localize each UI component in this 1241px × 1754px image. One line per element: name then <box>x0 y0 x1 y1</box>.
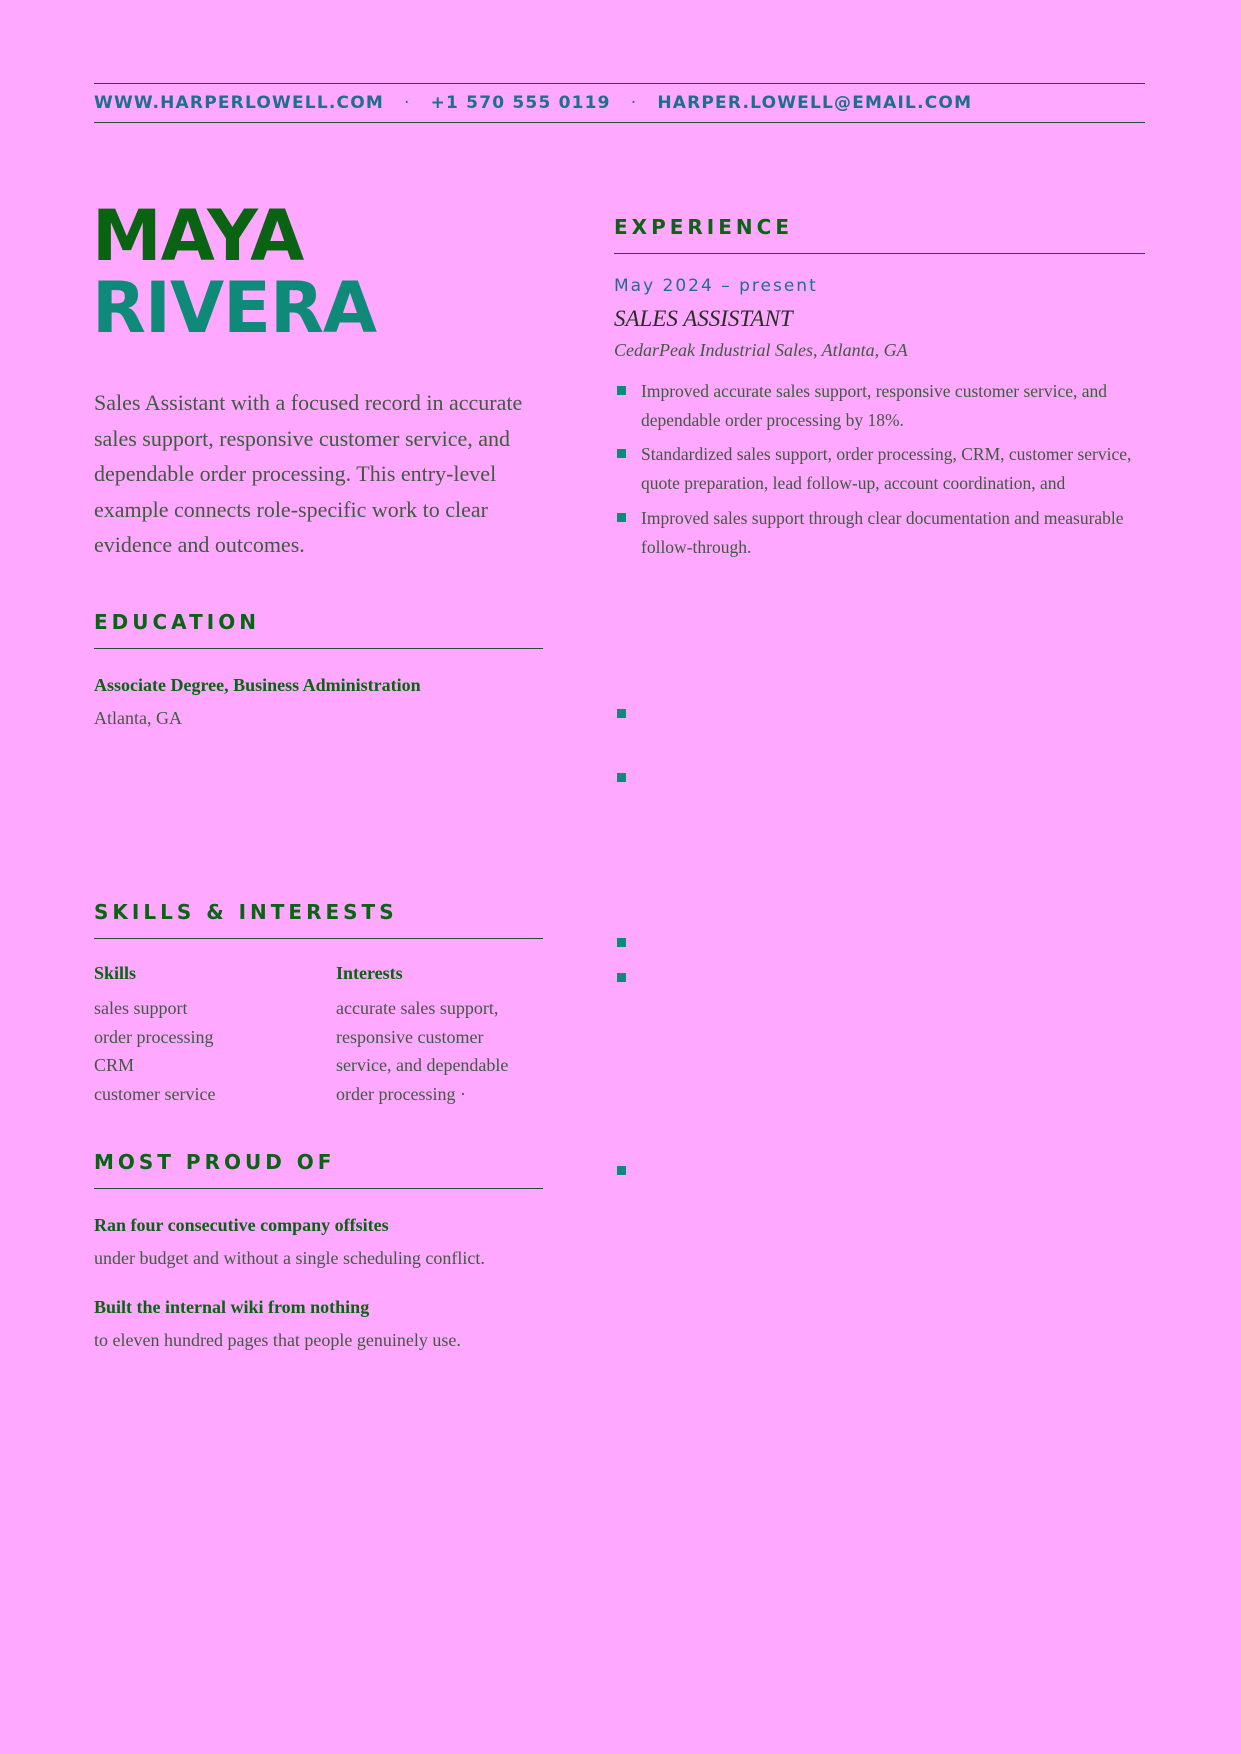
job-dates: May 2024 – present <box>614 276 818 296</box>
achievement-description: under budget and without a single scheduling conflict. <box>94 1248 485 1268</box>
interests-heading: Interests <box>336 963 403 983</box>
degree-title: Associate Degree, Business Administration <box>94 675 421 695</box>
candidate-name <box>92 195 377 349</box>
bullet-text: Standardized sales support, order processing, CRM, customer service, quote preparation, lead follow-up, account coordination, and <box>641 444 1132 493</box>
job-role: SALES ASSISTANT <box>614 306 793 331</box>
bullet-icon <box>617 449 626 458</box>
achievement-title: Ran four consecutive company offsites <box>94 1215 389 1235</box>
proud-section <box>94 1150 543 1351</box>
bullet-icon <box>617 973 626 982</box>
bullet-icon <box>617 386 626 395</box>
skills-heading: Skills <box>94 963 137 983</box>
bullet-icon <box>617 513 626 522</box>
achievement-description: to eleven hundred pages that people genuinely use. <box>94 1330 461 1350</box>
skills-interests-heading: SKILLS & INTERESTS <box>94 900 543 939</box>
bullet-icon <box>617 938 626 947</box>
bullet-icon <box>617 773 626 782</box>
list-item <box>614 504 1145 561</box>
contact-separator: · <box>630 93 638 113</box>
interests-column <box>336 963 543 1114</box>
experience-section <box>614 215 1145 561</box>
bullet-text: Improved sales support through clear documentation and measurable follow-through. <box>641 508 1124 557</box>
job-company: CedarPeak Industrial Sales, Atlanta, GA <box>614 340 908 360</box>
bullet-icon <box>617 1166 626 1175</box>
education-location: Atlanta, GA <box>94 708 182 728</box>
education-heading: EDUCATION <box>94 610 543 649</box>
skills-interests-section <box>94 900 543 1114</box>
bullet-text: Improved accurate sales support, responsive customer service, and dependable order processing by 18%. <box>641 381 1108 430</box>
experience-heading: EXPERIENCE <box>614 215 1145 254</box>
email-link[interactable]: HARPER.LOWELL@EMAIL.COM <box>657 93 973 113</box>
website-link[interactable]: WWW.HARPERLOWELL.COM <box>94 93 384 113</box>
skill-item: sales support <box>94 998 188 1018</box>
skill-item: CRM <box>94 1055 135 1075</box>
education-section <box>94 610 543 729</box>
phone-number[interactable]: +1 570 555 0119 <box>430 93 611 113</box>
last-name: RIVERA <box>92 267 377 349</box>
contact-separator: · <box>403 93 411 113</box>
skills-column <box>94 963 336 1114</box>
job-bullets <box>614 377 1145 561</box>
contact-bar <box>94 83 1145 123</box>
achievement-title: Built the internal wiki from nothing <box>94 1297 370 1317</box>
list-item <box>614 440 1145 497</box>
bullet-icon <box>617 709 626 718</box>
skill-item: customer service <box>94 1083 216 1104</box>
list-item <box>614 377 1145 434</box>
interests-text: accurate sales support, responsive customer service, and dependable order processing · <box>336 998 509 1104</box>
summary-text: Sales Assistant with a focused record in accurate sales support, responsive customer service, and dependable order processing. This entry-level example connects role-specific work to clear evidence and outcomes. <box>94 390 523 557</box>
skill-item: order processing <box>94 1026 214 1047</box>
first-name: MAYA <box>92 195 304 277</box>
proud-heading: MOST PROUD OF <box>94 1150 543 1189</box>
